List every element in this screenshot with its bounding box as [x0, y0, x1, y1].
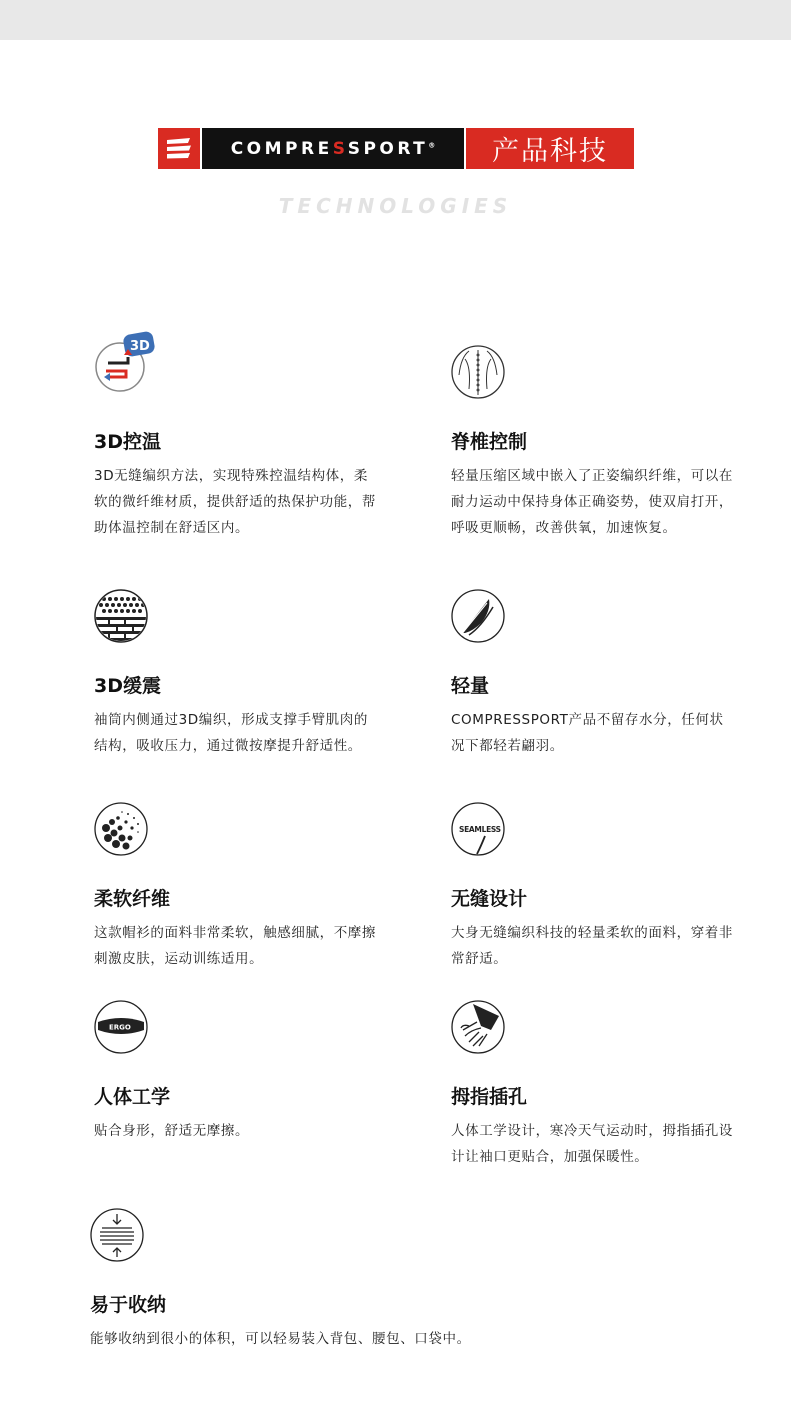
svg-text:3D: 3D	[130, 339, 150, 354]
feature-title: 拇指插孔	[451, 1086, 528, 1108]
brand-header	[158, 128, 634, 169]
seamless-icon	[451, 802, 505, 856]
feature-title: 脊椎控制	[451, 431, 528, 453]
feature-title: 3D控温	[94, 431, 161, 453]
feature-description: 轻量压缩区域中嵌入了正姿编织纤维，可以在耐力运动中保持身体正确姿势，使双肩打开，呼吸更顺畅，改善供氧，加速恢复。	[451, 468, 733, 536]
feature-description: 这款帽衫的面料非常柔软，触感细腻，不摩擦刺激皮肤，运动训练适用。	[94, 925, 376, 967]
brand-name-box	[200, 128, 464, 169]
feature-description: COMPRESSPORT产品不留存水分，任何状况下都轻若翩羽。	[451, 712, 724, 754]
cushion-icon	[94, 589, 148, 643]
spine-icon	[451, 345, 505, 399]
feature-title: 无缝设计	[451, 888, 528, 910]
thumb-hole-icon	[451, 1000, 505, 1054]
feature-description: 贴合身形，舒适无摩擦。	[94, 1123, 250, 1139]
compact-icon	[90, 1208, 144, 1262]
feature-title: 3D缓震	[94, 675, 161, 697]
feather-icon	[451, 589, 505, 643]
feature-title: 人体工学	[94, 1086, 171, 1108]
compressport-logo-icon	[158, 128, 200, 169]
feature-title: 易于收纳	[90, 1294, 167, 1316]
feature-title: 轻量	[451, 675, 490, 697]
feature-description: 3D无缝编织方法，实现特殊控温结构体，柔软的微纤维材质，提供舒适的热保护功能，帮助体温控制在舒适区内。	[94, 468, 376, 536]
feature-description: 袖筒内侧通过3D编织，形成支撑手臂肌肉的结构，吸收压力，通过微按摩提升舒适性。	[94, 712, 368, 754]
technologies-subtitle: TECHNOLOGIES	[278, 194, 513, 218]
svg-text:ERGO: ERGO	[109, 1023, 131, 1032]
feature-title: 柔软纤维	[94, 888, 171, 910]
svg-text:SEAMLESS: SEAMLESS	[459, 825, 501, 834]
feature-description: 人体工学设计，寒冷天气运动时，拇指插孔设计让袖口更贴合，加强保暖性。	[451, 1123, 733, 1165]
feature-description: 能够收纳到很小的体积，可以轻易装入背包、腰包、口袋中。	[90, 1331, 471, 1347]
top-strip	[0, 0, 791, 40]
product-tech-label: 产品科技	[464, 128, 634, 169]
soft-fiber-icon	[94, 802, 148, 856]
ergo-icon	[94, 1000, 148, 1054]
brand-name: COMPRESSPORT®	[230, 138, 436, 159]
feature-description: 大身无缝编织科技的轻量柔软的面料，穿着非常舒适。	[451, 925, 733, 967]
3d-thermo-icon	[94, 339, 150, 399]
